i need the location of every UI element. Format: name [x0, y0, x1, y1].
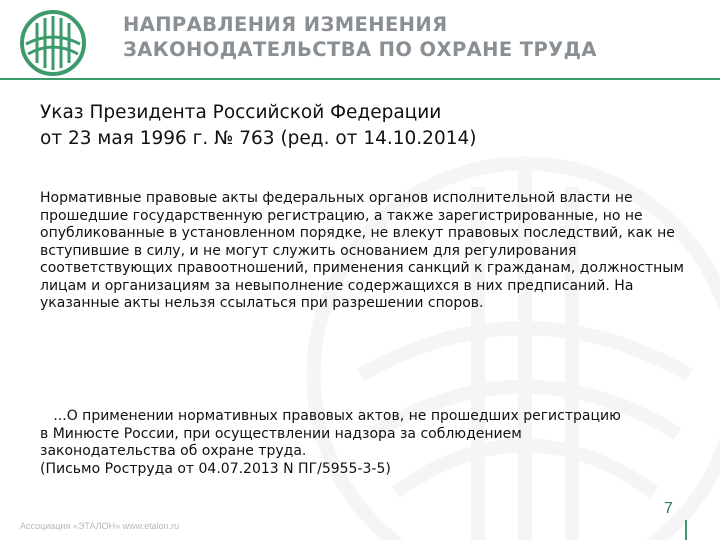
- rostrud-letter-note: [40, 408, 700, 478]
- note-line-1: ...О применении нормативных правовых актов, не прошедших регистрацию: [40, 408, 621, 424]
- decree-heading: [40, 100, 680, 152]
- page-title-line-2: ЗАКОНОДАТЕЛЬСТВА ПО ОХРАНЕ ТРУДА: [123, 38, 597, 61]
- note-line-4: (Письмо Роструда от 04.07.2013 N ПГ/5955-3-5): [40, 460, 391, 477]
- page-number: 7: [664, 500, 673, 517]
- page-title: [123, 12, 683, 62]
- etalon-logo-icon: [18, 8, 88, 78]
- decree-heading-line-1: Указ Президента Российской Федерации: [40, 102, 442, 123]
- decree-heading-line-2: от 23 мая 1996 г. № 763 (ред. от 14.10.2014): [40, 128, 477, 149]
- note-line-3: законодательства об охране труда.: [40, 443, 307, 459]
- page-title-line-1: НАПРАВЛЕНИЯ ИЗМЕНЕНИЯ: [123, 13, 448, 36]
- header-divider: [0, 78, 720, 80]
- footer-text: Ассоциация «ЭТАЛОН» www.etalon.ru: [20, 521, 180, 531]
- footer-accent-bar: [685, 520, 687, 540]
- decree-paragraph: Нормативные правовые акты федеральных органов исполнительной власти не прошедшие государственную регистрацию, а также зарегистрированные, но не опубликованные в установленном порядке, не влекут правовых последствий, как не вступившие в силу, и не могут служить основанием для регулирования соответствующих правоотношений, применения санкций к гражданам, должностным лицам и организациям за невыполнение содержащихся в них предписаний. На указанные акты нельзя ссылаться при разрешении споров.: [40, 190, 684, 311]
- note-line-2: в Минюсте России, при осуществлении надзора за соблюдением: [40, 425, 522, 442]
